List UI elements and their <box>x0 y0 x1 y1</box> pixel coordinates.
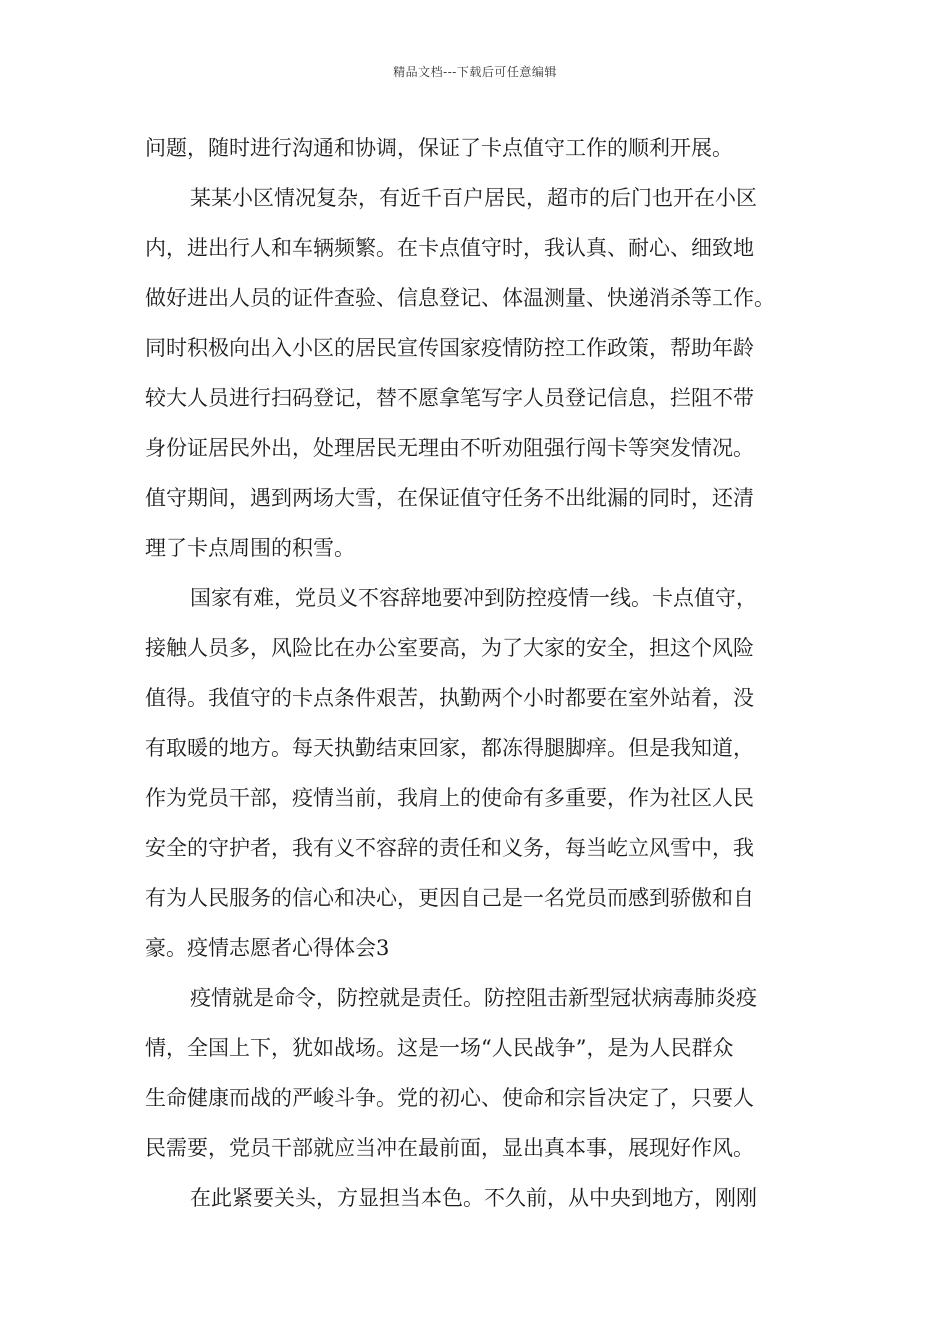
text-line: 问题，随时进行沟通和协调，保证了卡点值守工作的顺利开展。 <box>145 136 733 160</box>
text-line: 豪。疫情志愿者心得体会3 <box>145 936 390 960</box>
text-line: 身份证居民外出，处理居民无理由不听劝阻强行闯卡等突发情况。 <box>145 436 754 460</box>
text-line: 内，进出行人和车辆频繁。在卡点值守时，我认真、耐心、细致地 <box>145 236 754 260</box>
text-line: 同时积极向出入小区的居民宣传国家疫情防控工作政策，帮助年龄 <box>145 336 754 360</box>
text-line: 有为人民服务的信心和决心，更因自己是一名党员而感到骄傲和自 <box>145 886 754 910</box>
text-line: 值守期间，遇到两场大雪，在保证值守任务不出纰漏的同时，还清 <box>145 486 754 510</box>
text-line: 在此紧要关头，方显担当本色。不久前，从中央到地方，刚刚 <box>190 1186 757 1210</box>
page-header: 精品文档---下载后可任意编辑 <box>393 65 557 79</box>
text-line: 国家有难，党员义不容辞地要冲到防控疫情一线。卡点值守， <box>190 586 757 610</box>
text-line: 作为党员干部，疫情当前，我肩上的使命有多重要，作为社区人民 <box>145 786 754 810</box>
text-line: 安全的守护者，我有义不容辞的责任和义务，每当屹立风雪中，我 <box>145 836 754 860</box>
text-line: 生命健康而战的严峻斗争。党的初心、使命和宗旨决定了，只要人 <box>145 1086 754 1110</box>
text-line: 接触人员多，风险比在办公室要高，为了大家的安全，担这个风险 <box>145 636 754 660</box>
text-line: 情，全国上下，犹如战场。这是一场“人民战争”，是为人民群众 <box>145 1036 734 1060</box>
text-line: 做好进出人员的证件查验、信息登记、体温测量、快递消杀等工作。 <box>145 286 775 310</box>
text-line: 有取暖的地方。每天执勤结束回家，都冻得腿脚痒。但是我知道， <box>145 736 754 760</box>
document-body <box>145 128 810 1228</box>
text-line: 较大人员进行扫码登记，替不愿拿笔写字人员登记信息，拦阻不带 <box>145 386 754 410</box>
text-line: 理了卡点周围的积雪。 <box>145 536 355 560</box>
text-line: 民需要，党员干部就应当冲在最前面，显出真本事，展现好作风。 <box>145 1136 754 1160</box>
text-line: 某某小区情况复杂，有近千百户居民，超市的后门也开在小区 <box>190 186 757 210</box>
text-line: 值得。我值守的卡点条件艰苦，执勤两个小时都要在室外站着，没 <box>145 686 754 710</box>
text-line: 疫情就是命令，防控就是责任。防控阻击新型冠状病毒肺炎疫 <box>190 986 757 1010</box>
